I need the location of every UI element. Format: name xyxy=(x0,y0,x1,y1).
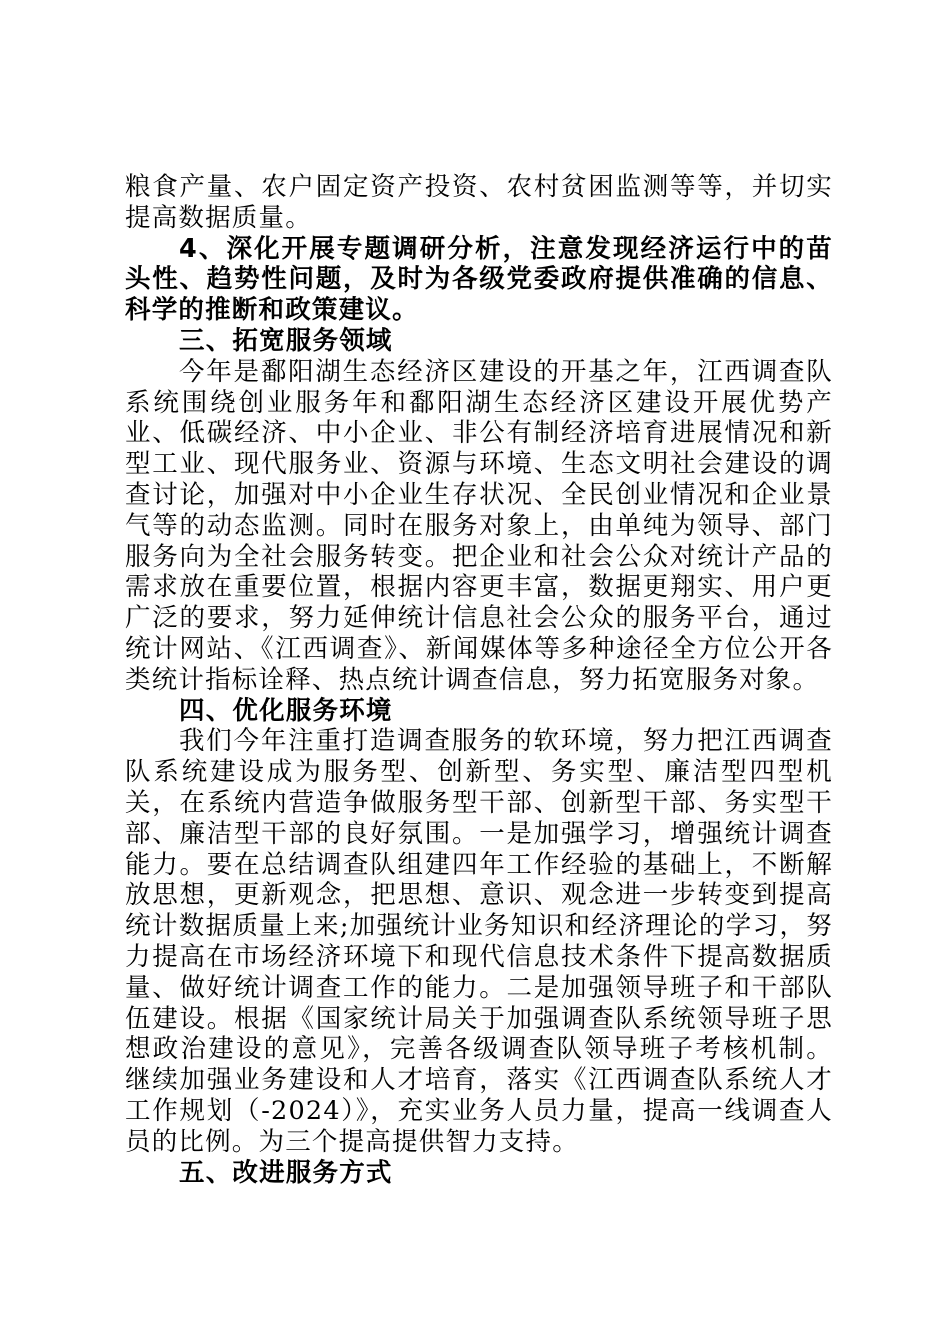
paragraph-section-3-body: 今年是鄱阳湖生态经济区建设的开基之年，江西调查队系统围绕创业服务年和鄱阳湖生态经济区建设开展优势产业、低碳经济、中小企业、非公有制经济培育进展情况和新型工业、现代服务业、资源与环境、生态文明社会建设的调查讨论，加强对中小企业生存状况、全民创业情况和企业景气等的动态监测。同时在服务对象上，由单纯为领导、部门服务向为全社会服务转变。把企业和社会公众对统计产品的需求放在重要位置，根据内容更丰富，数据更翔实、用户更广泛的要求，努力延伸统计信息社会公众的服务平台，通过统计网站、《江西调查》、新闻媒体等多种途径全方位公开各类统计指标诠释、热点统计调查信息，努力拓宽服务对象。 xyxy=(125,356,833,695)
paragraph-item-4: 4、深化开展专题调研分析，注意发现经济运行中的苗头性、趋势性问题，及时为各级党委政府提供准确的信息、科学的推断和政策建议。 xyxy=(125,233,833,326)
section-heading-3: 三、拓宽服务领域 xyxy=(179,325,393,356)
paragraph-section-4-body: 我们今年注重打造调查服务的软环境，努力把江西调查队系统建设成为服务型、创新型、务实型、廉洁型四型机关，在系统内营造争做服务型干部、创新型干部、务实型干部、廉洁型干部的良好氛围。一是加强学习，增强统计调查能力。要在总结调查队组建四年工作经验的基础上，不断解放思想，更新观念，把思想、意识、观念进一步转变到提高统计数据质量上来;加强统计业务知识和经济理论的学习，努力提高在市场经济环境下和现代信息技术条件下提高数据质量、做好统计调查工作的能力。二是加强领导班子和干部队伍建设。根据《国家统计局关于加强调查队系统领导班子思想政治建设的意见》，完善各级调查队领导班子考核机制。继续加强业务建设和人才培育，落实《江西调查队系统人才工作规划（-2024）》，充实业务人员力量，提高一线调查人员的比例。为三个提高提供智力支持。 xyxy=(125,726,833,1157)
paragraph-data-quality: 粮食产量、农户固定资产投资、农村贫困监测等等，并切实提高数据质量。 xyxy=(125,172,833,233)
section-heading-5: 五、改进服务方式 xyxy=(179,1157,393,1188)
section-heading-4: 四、优化服务环境 xyxy=(179,695,393,726)
document-body xyxy=(125,172,833,1188)
